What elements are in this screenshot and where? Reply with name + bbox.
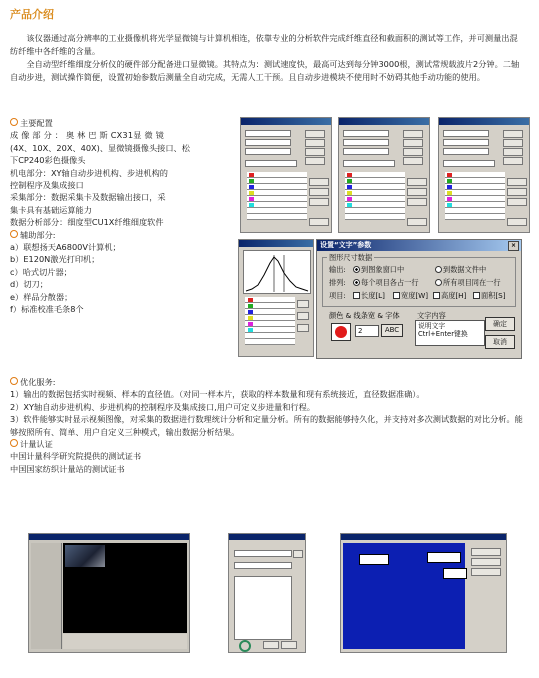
list-screenshot xyxy=(228,533,306,653)
checkbox-icon xyxy=(433,292,440,299)
output-option-file[interactable]: 到数据文件中 xyxy=(435,265,486,275)
config-line: 集卡具有基础运算能力 xyxy=(10,204,92,215)
checkbox-icon xyxy=(393,292,400,299)
config-line: 采集部分：数据采集卡及数据输出接口，采 xyxy=(10,192,166,203)
page-title: 产品介绍 xyxy=(10,8,54,21)
bullet-circle-icon xyxy=(10,439,18,447)
bullet-circle-icon xyxy=(10,377,18,385)
text-content-input[interactable] xyxy=(415,320,485,346)
font-button[interactable]: ABC xyxy=(381,324,403,337)
text-content-hint: Ctrl+Enter键换 xyxy=(418,330,468,338)
aux-item: c）哈式切片器； xyxy=(10,266,72,277)
output-option-window[interactable]: 到图象窗口中 xyxy=(353,265,404,275)
config-line: (4X、10X、20X、40X)、显微镜摄像头接口、松 xyxy=(10,142,190,153)
histogram-screenshot xyxy=(238,239,314,357)
ok-button[interactable]: 确定 xyxy=(485,317,515,331)
item-option-length[interactable]: 长度[L] xyxy=(353,291,385,301)
size-group-title: 图形尺寸数据 xyxy=(329,253,373,262)
arrange-option-single[interactable]: 所有项目同在一行 xyxy=(435,278,501,288)
cert-heading: 计量认证 xyxy=(10,438,526,450)
config-line: 成 像 部 分 ： 奥 林 巴 斯 CX31显 微 镜 xyxy=(10,130,165,141)
radio-icon xyxy=(353,279,360,286)
checkbox-icon xyxy=(473,292,480,299)
service-item: 1）输出的数据包括实时视频、样本的直径值。（对同一样本片，获取的样本数量和现有系统接近，直径数据准确）。 xyxy=(10,389,425,400)
arrange-label: 排列: xyxy=(329,278,346,287)
service-section xyxy=(10,376,526,475)
desktop-screenshot xyxy=(340,533,507,653)
histogram-chart-image xyxy=(243,250,311,294)
software-screenshot-3 xyxy=(438,117,530,233)
software-screenshot-2 xyxy=(338,117,430,233)
radio-icon xyxy=(353,266,360,273)
service-item: 2）XY轴自动步进机构、步进机构的控制程序及集成接口,用户可定义步进量和行程。 xyxy=(10,401,315,412)
video-screenshot xyxy=(28,533,190,653)
cancel-button[interactable]: 取消 xyxy=(485,335,515,349)
close-icon[interactable]: × xyxy=(508,241,519,251)
checkbox-icon xyxy=(353,292,360,299)
cert-line: 中国国家纺织计量站的测试证书 xyxy=(10,463,125,474)
cert-line: 中国计量科学研究院提供的测试证书 xyxy=(10,451,142,462)
item-option-width[interactable]: 宽度[W] xyxy=(393,291,428,301)
aux-heading: 辅助部分: xyxy=(10,229,236,241)
config-line: 下CP240彩色摄像头 xyxy=(10,155,86,166)
bullet-circle-icon xyxy=(10,118,18,126)
config-heading: 主要配置 xyxy=(10,117,236,129)
text-content-value: 说明文字 xyxy=(418,322,446,330)
aux-item: e）样品分散器； xyxy=(10,291,73,302)
color-swatch-button[interactable] xyxy=(331,323,351,341)
intro-paragraph-2: 全自动型纤维细度分析仪的硬件部分配备进口显微镜。其特点为：测试速度快，最高可达到每分钟3000根，测试常规载波片2分钟。二轴自动步进，测试操作简便，设置初始参数后测量全自动完成，无需人工干预。且自动步进模块不使用时不妨碍其他手动功能的使用。 xyxy=(10,59,520,82)
dialog-title-bar xyxy=(317,240,521,251)
items-label: 项目: xyxy=(329,291,346,300)
service-item: 3）软件能够实时显示视频图像，对采集的数据进行数理统计分析和定量分析。所有的数据能够持久化，并支持对多次测试数据的对比分析。能够按照所有、简单、用户自定义三种模式，输出数据分析结果。 xyxy=(10,414,523,437)
service-heading: 优化服务: xyxy=(10,376,526,388)
item-option-area[interactable]: 面积[S] xyxy=(473,291,506,301)
aux-item: a）联想扬天A6800V计算机； xyxy=(10,242,121,253)
software-screenshot-1 xyxy=(240,117,332,233)
dialog-title: 设置“文字”参数 xyxy=(320,241,372,249)
aux-item: f）标准校准毛条8个 xyxy=(10,304,84,315)
config-section xyxy=(10,117,236,316)
text-settings-dialog xyxy=(316,239,522,359)
intro-paragraph-1: 该仪器通过高分辨率的工业摄像机将光学显微镜与计算机相连，依靠专业的分析软件完成纤维直径和截面积的测试等工作，并可测量出混纺纤维中各纤维的含量。 xyxy=(10,33,518,56)
config-line: 控制程序及集成接口 xyxy=(10,180,84,191)
color-font-label: 颜色 & 线条宽 & 字体 xyxy=(329,311,400,320)
aux-item: d）切刀； xyxy=(10,279,48,290)
aux-item: b）E120N激光打印机； xyxy=(10,254,100,265)
config-line: 机电部分：XY轴自动步进机构、步进机构的 xyxy=(10,167,168,178)
line-width-select[interactable]: 2 xyxy=(355,325,379,337)
radio-icon xyxy=(435,279,442,286)
bullet-circle-icon xyxy=(10,230,18,238)
radio-icon xyxy=(435,266,442,273)
color-swatch-dot xyxy=(335,326,347,338)
config-line: 数据分析部分：细度型CU1X纤维细度软件 xyxy=(10,217,164,228)
item-option-height[interactable]: 高度[H] xyxy=(433,291,466,301)
arrange-option-separate[interactable]: 每个项目各占一行 xyxy=(353,278,419,288)
text-content-label: 文字内容 xyxy=(417,311,446,320)
color-swatch-icon xyxy=(332,324,350,340)
output-label: 输出: xyxy=(329,265,346,274)
